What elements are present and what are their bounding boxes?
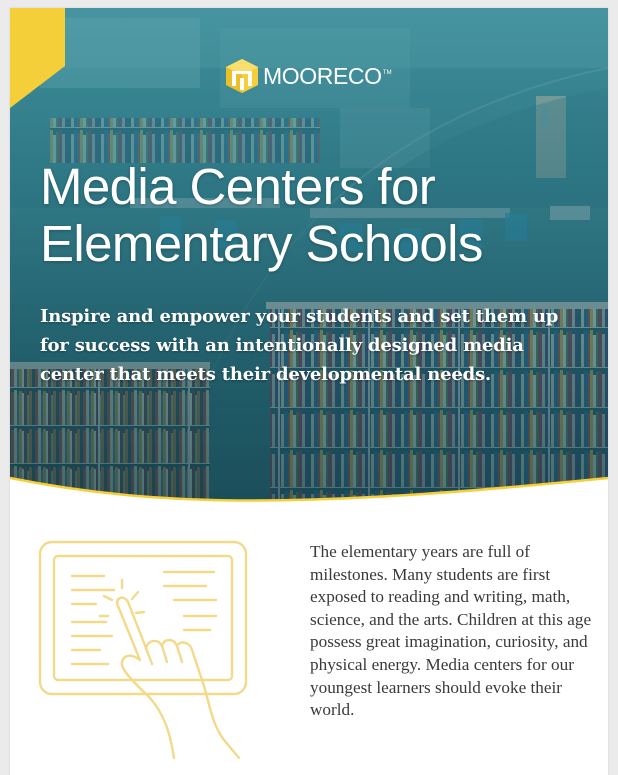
brand-name: MOORECO [263, 62, 382, 89]
brand-logo[interactable] [225, 58, 392, 94]
hero-banner [10, 8, 608, 503]
page-title-line-2: Elementary Schools [40, 215, 483, 272]
brochure-page [10, 8, 608, 775]
page-title-line-1: Media Centers for [40, 158, 436, 215]
cube-logo-icon [225, 58, 259, 94]
touchscreen-tablet-hand-icon [34, 536, 264, 761]
hero-subtitle: Inspire and empower your students and set them up for success with an intentionally designed media center that meets their developmental needs. [40, 306, 559, 385]
brand-trademark: TM [382, 69, 392, 76]
intro-paragraph: The elementary years are full of milestones. Many students are first exposed to reading and writing, math, science, and the arts. Children at this age possess great imagination, curiosity, and physical energy. Media centers for our youngest learners should evoke their world. [310, 542, 592, 720]
page-title [40, 158, 580, 272]
